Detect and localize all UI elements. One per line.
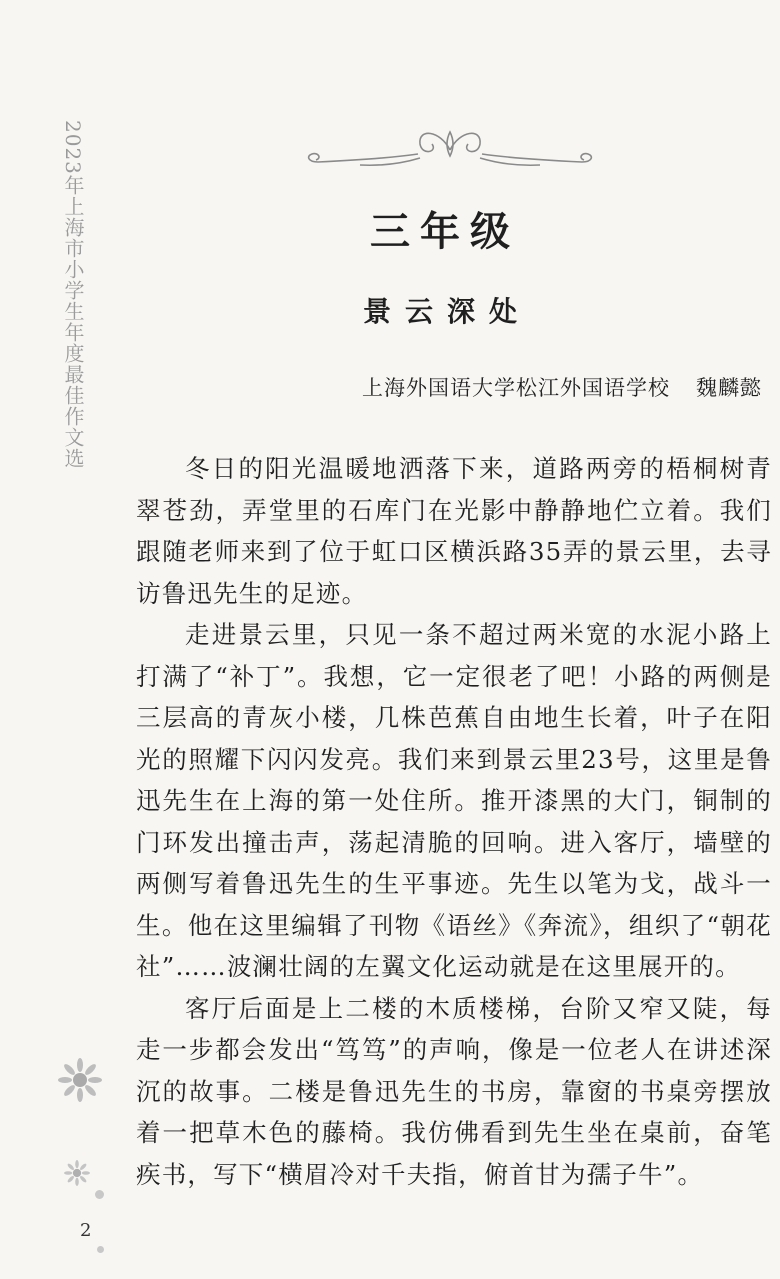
small-flower-icon <box>64 1160 90 1186</box>
essay-title: 景云深处 <box>362 295 531 328</box>
author-school: 上海外国语大学松江外国语学校 <box>362 376 670 400</box>
flower-icon <box>58 1058 102 1102</box>
paragraph: 冬日的阳光温暖地洒落下来，道路两旁的梧桐树青翠苍劲，弄堂里的石库门在光影中静静地伫立着。我们跟随老师来到了位于虹口区横浜路35弄的景云里，去寻访鲁迅先生的足迹。 <box>136 454 772 608</box>
paragraph: 客厅后面是上二楼的木质楼梯，台阶又窄又陡，每走一步都会发出“笃笃”的声响，像是一位老人在讲述深沉的故事。二楼是鲁迅先生的书房，靠窗的书桌旁摆放着一把草木色的藤椅。我仿佛看到先生坐在桌前，奋笔疾书，写下“横眉冷对千夫指，俯首甘为孺子牛”。 <box>136 993 772 1189</box>
essay-body <box>136 448 772 1195</box>
author-line <box>362 372 762 402</box>
decorative-dot <box>95 1190 104 1199</box>
flourish-ornament <box>300 118 600 178</box>
running-book-title: 2023年上海市小学生年度最佳作文选 <box>61 120 85 469</box>
author-name: 魏麟懿 <box>696 376 762 400</box>
page-number: 2 <box>80 1220 92 1241</box>
decorative-dot <box>97 1246 104 1253</box>
paragraph: 走进景云里，只见一条不超过两米宽的水泥小路上打满了“补丁”。我想，它一定很老了吧！小路的两侧是三层高的青灰小楼，几株芭蕉自由地生长着，叶子在阳光的照耀下闪闪发亮。我们来到景云里23号，这里是鲁迅先生在上海的第一处住所。推开漆黑的大门，铜制的门环发出撞击声，荡起清脆的回响。进入客厅，墙壁的两侧写着鲁迅先生的生平事迹。先生以笔为戈，战斗一生。他在这里编辑了刊物《语丝》《奔流》，组织了“朝花社”……波澜壮阔的左翼文化运动就是在这里展开的。 <box>136 620 772 981</box>
grade-heading: 三年级 <box>370 208 520 255</box>
